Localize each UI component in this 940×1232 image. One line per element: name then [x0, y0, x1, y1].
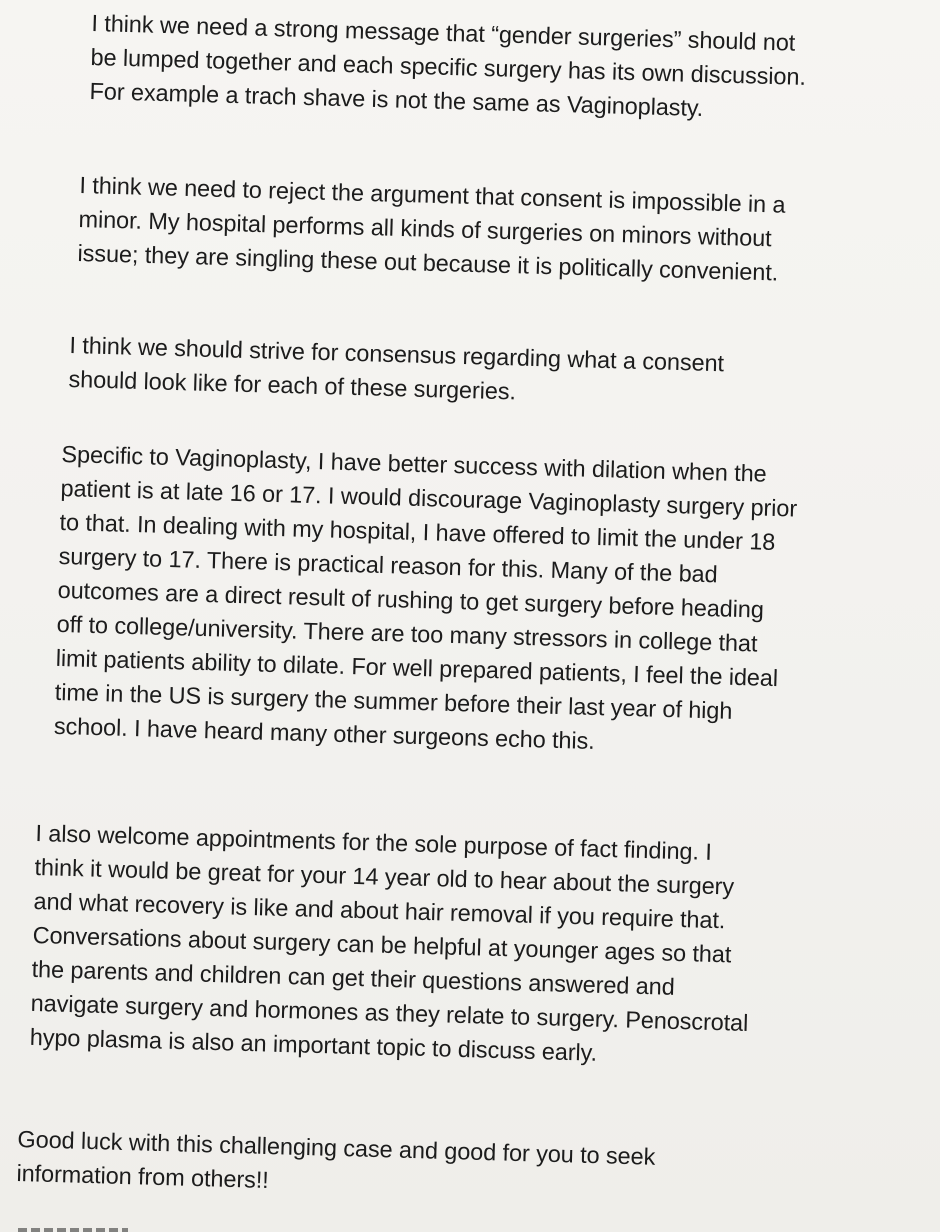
text-line: For example a trach shave is not the same as Vaginoplasty. — [89, 77, 704, 122]
text-line: I think we need to reject the argument that consent is impossible in a — [79, 171, 786, 218]
text-line: I think we need a strong message that “gender surgeries” should not — [91, 9, 796, 56]
text-line: school. I have heard many other surgeons echo this. — [53, 712, 596, 754]
text-line: limit patients ability to dilate. For well prepared patients, I feel the ideal — [55, 644, 779, 692]
text-line: minor. My hospital performs all kinds of surgeries on minors without — [78, 205, 772, 252]
cut-off-text-fragment — [18, 1220, 138, 1232]
text-line: be lumped together and each specific surgery has its own discussion. — [90, 43, 807, 90]
paragraph-vaginoplasty — [53, 437, 931, 767]
paragraph-closing — [16, 1122, 898, 1215]
text-line: information from others!! — [16, 1159, 270, 1194]
text-line: outcomes are a direct result of rushing to get surgery before heading — [57, 576, 765, 623]
text-line: surgery to 17. There is practical reason for this. Many of the bad — [58, 542, 718, 588]
text-line: Specific to Vaginoplasty, I have better success with dilation when the — [61, 440, 767, 487]
text-line: Good luck with this challenging case and good for you to seek — [17, 1125, 656, 1170]
text-line: I think we should strive for consensus regarding what a consent — [69, 331, 725, 377]
text-line: should look like for each of these surgeries. — [68, 365, 517, 405]
text-line: issue; they are singling these out because it is politically convenient. — [77, 239, 779, 286]
paragraph-gender-surgeries — [89, 6, 940, 132]
paragraph-consent-minors — [77, 168, 940, 294]
text-line: patient is at late 16 or 17. I would discourage Vaginoplasty surgery prior — [60, 474, 798, 522]
paragraph-consensus — [68, 328, 930, 420]
paragraph-appointments — [29, 816, 915, 1078]
text-line: and what recovery is like and about hair removal if you require that. — [33, 887, 726, 934]
text-line: navigate surgery and hormones as they relate to surgery. Penoscrotal — [30, 989, 749, 1036]
text-line: I also welcome appointments for the sole purpose of fact finding. I — [35, 819, 713, 865]
text-line: to that. In dealing with my hospital, I have offered to limit the under 18 — [59, 508, 776, 555]
text-line: Conversations about surgery can be helpful at younger ages so that — [32, 921, 732, 968]
text-line: the parents and children can get their questions answered and — [31, 955, 676, 1000]
text-line: think it would be great for your 14 year old to hear about the surgery — [34, 853, 735, 900]
text-line: hypo plasma is also an important topic to discuss early. — [29, 1023, 598, 1066]
text-line: off to college/university. There are too many stressors in college that — [56, 610, 758, 657]
text-line: time in the US is surgery the summer before their last year of high — [54, 678, 733, 724]
